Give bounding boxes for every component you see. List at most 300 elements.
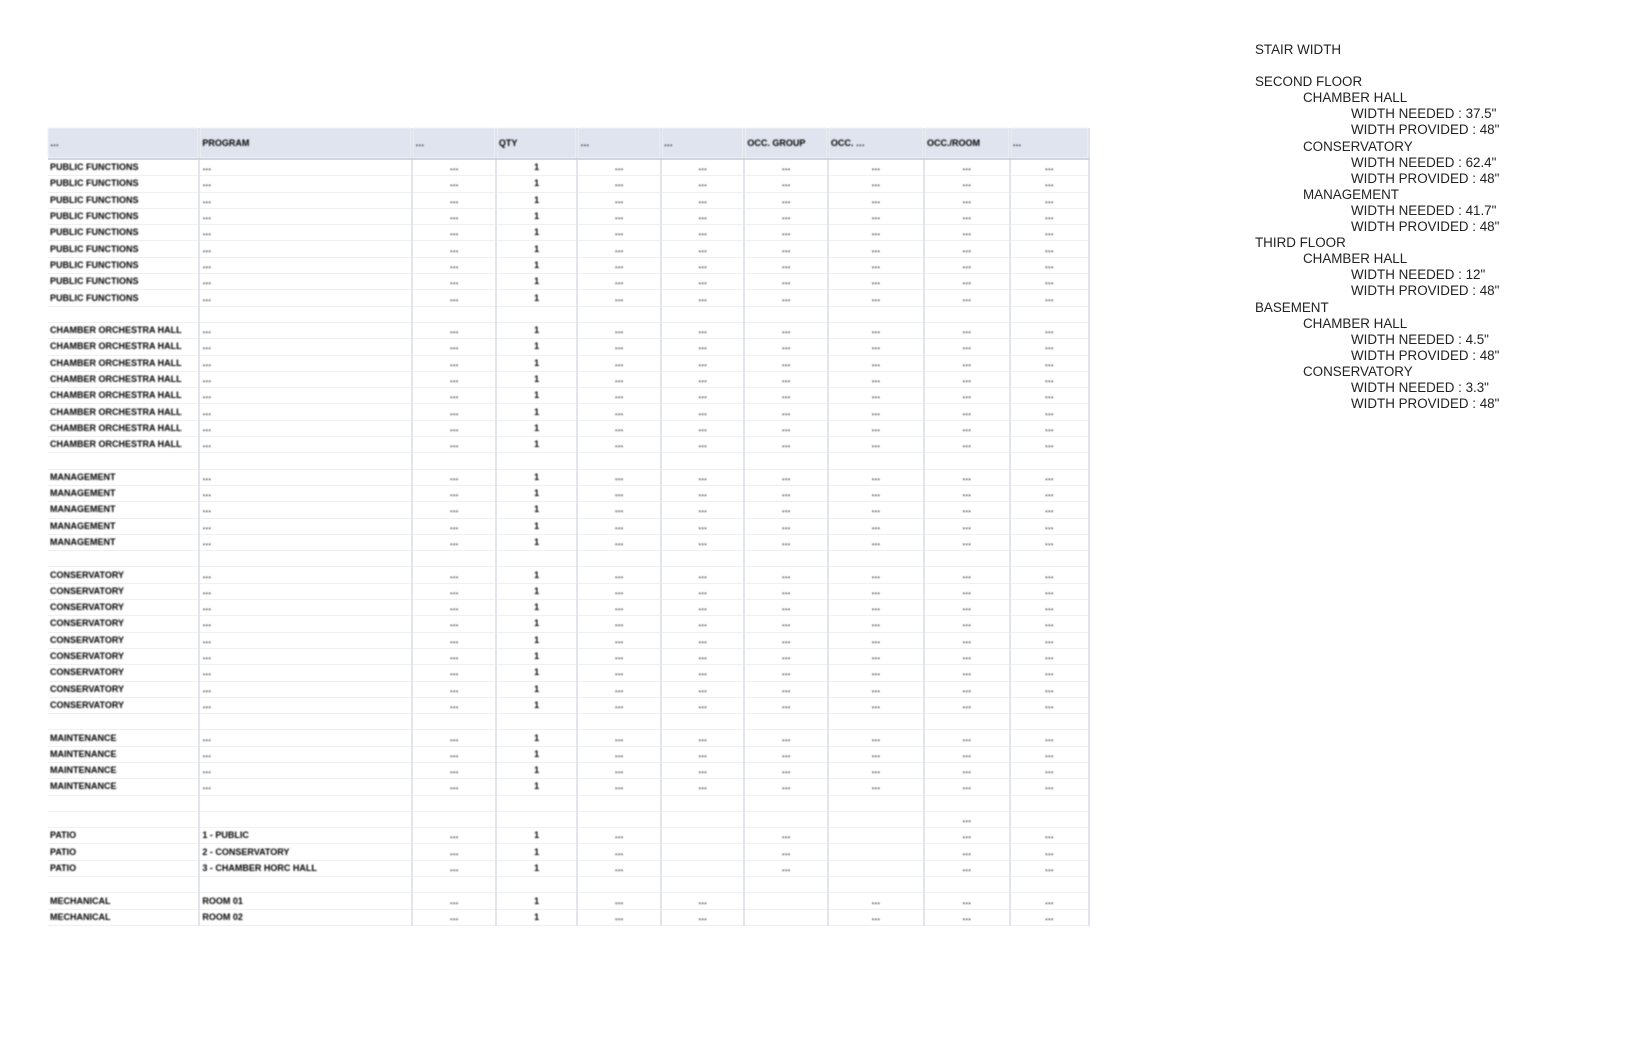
table-cell: … <box>744 567 828 583</box>
table-cell: … <box>199 257 412 273</box>
table-cell: … <box>828 648 924 664</box>
table-cell <box>496 714 577 730</box>
table-cell: 1 <box>496 567 577 583</box>
table-cell: … <box>828 274 924 290</box>
table-cell: … <box>1010 469 1089 485</box>
table-cell: MECHANICAL <box>48 909 199 925</box>
table-cell: CONSERVATORY <box>48 648 199 664</box>
table-cell: … <box>661 600 745 616</box>
table-cell: … <box>1010 225 1089 241</box>
table-cell: … <box>199 567 412 583</box>
table-cell: … <box>1010 746 1089 762</box>
table-cell <box>661 828 745 844</box>
table-cell: … <box>828 290 924 306</box>
table-cell: 1 <box>496 420 577 436</box>
table-row <box>48 241 1089 257</box>
table-cell: MAINTENANCE <box>48 779 199 795</box>
table-cell: 1 <box>496 648 577 664</box>
table-row <box>48 828 1089 844</box>
table-cell <box>48 714 199 730</box>
table-cell <box>828 860 924 876</box>
table-row <box>48 176 1089 192</box>
table-cell: … <box>924 176 1010 192</box>
table-cell: … <box>412 681 496 697</box>
table-cell: … <box>744 762 828 778</box>
table-cell: 1 <box>496 502 577 518</box>
table-cell: … <box>744 257 828 273</box>
table-cell: … <box>199 632 412 648</box>
table-cell: 1 <box>496 779 577 795</box>
table-cell: … <box>924 730 1010 746</box>
table-cell: PUBLIC FUNCTIONS <box>48 208 199 224</box>
table-row <box>48 583 1089 599</box>
table-cell: … <box>661 420 745 436</box>
table-cell: … <box>577 665 661 681</box>
table-cell <box>577 811 661 827</box>
table-cell: … <box>661 437 745 453</box>
table-row <box>48 159 1089 176</box>
table-cell: 1 <box>496 844 577 860</box>
table-cell: … <box>924 681 1010 697</box>
table-cell: 1 <box>496 290 577 306</box>
table-cell: 1 <box>496 616 577 632</box>
table-cell: … <box>577 290 661 306</box>
table-cell: … <box>828 779 924 795</box>
table-cell: PUBLIC FUNCTIONS <box>48 241 199 257</box>
table-cell: … <box>744 225 828 241</box>
table-cell: … <box>1010 339 1089 355</box>
table-cell: … <box>924 534 1010 550</box>
table-cell: 1 <box>496 632 577 648</box>
table-cell: … <box>199 371 412 387</box>
table-cell: … <box>412 485 496 501</box>
table-cell: … <box>744 241 828 257</box>
table-cell <box>496 795 577 811</box>
column-header: OCC. … <box>828 128 924 159</box>
table-cell: 1 <box>496 241 577 257</box>
table-row <box>48 208 1089 224</box>
table-cell: … <box>199 420 412 436</box>
table-cell <box>744 551 828 567</box>
table-cell: … <box>412 583 496 599</box>
table-cell: MANAGEMENT <box>48 534 199 550</box>
table-cell: CONSERVATORY <box>48 665 199 681</box>
table-cell <box>828 306 924 322</box>
table-cell: … <box>577 257 661 273</box>
table-row <box>48 648 1089 664</box>
note-line: WIDTH PROVIDED : 48" <box>1351 170 1500 186</box>
table-row <box>48 600 1089 616</box>
table-cell: … <box>661 371 745 387</box>
table-cell: 1 <box>496 404 577 420</box>
table-cell: … <box>924 241 1010 257</box>
table-cell: … <box>199 730 412 746</box>
table-cell: ROOM 02 <box>199 909 412 925</box>
table-cell: … <box>577 779 661 795</box>
table-cell: PATIO <box>48 844 199 860</box>
table-cell: … <box>924 274 1010 290</box>
table-row <box>48 469 1089 485</box>
table-cell: … <box>199 534 412 550</box>
table-cell: … <box>924 909 1010 925</box>
table-cell: … <box>1010 437 1089 453</box>
table-cell: … <box>828 355 924 371</box>
table-cell: … <box>661 290 745 306</box>
notes-title: STAIR WIDTH <box>1255 42 1342 57</box>
table-cell: … <box>1010 860 1089 876</box>
table-cell <box>496 453 577 469</box>
table-cell: … <box>924 502 1010 518</box>
table-cell: 1 <box>496 355 577 371</box>
table-cell: … <box>1010 192 1089 208</box>
table-row <box>48 877 1089 893</box>
table-cell: … <box>412 241 496 257</box>
table-cell: … <box>744 322 828 338</box>
table-cell <box>412 306 496 322</box>
table-cell: PUBLIC FUNCTIONS <box>48 192 199 208</box>
table-cell: … <box>412 860 496 876</box>
table-cell: … <box>744 192 828 208</box>
table-cell: 1 <box>496 176 577 192</box>
table-row <box>48 730 1089 746</box>
table-cell: … <box>412 290 496 306</box>
table-cell: CONSERVATORY <box>48 583 199 599</box>
table-cell: PATIO <box>48 828 199 844</box>
table-cell: … <box>199 583 412 599</box>
table-cell: CHAMBER ORCHESTRA HALL <box>48 404 199 420</box>
table-cell: … <box>199 225 412 241</box>
table-cell: … <box>412 159 496 176</box>
table-row <box>48 534 1089 550</box>
table-cell: … <box>577 648 661 664</box>
table-row <box>48 371 1089 387</box>
table-cell: CHAMBER ORCHESTRA HALL <box>48 437 199 453</box>
column-header: QTY <box>496 128 577 159</box>
table-cell: 1 <box>496 762 577 778</box>
table-cell: … <box>412 322 496 338</box>
table-cell: … <box>744 632 828 648</box>
table-cell: … <box>924 844 1010 860</box>
table-cell: … <box>1010 893 1089 909</box>
table-cell: … <box>1010 322 1089 338</box>
table-cell: … <box>577 225 661 241</box>
note-line: WIDTH PROVIDED : 48" <box>1351 122 1500 138</box>
notes-lines <box>1255 74 1615 412</box>
column-header: … <box>577 128 661 159</box>
table-cell: … <box>412 274 496 290</box>
table-cell <box>199 453 412 469</box>
table-cell <box>48 877 199 893</box>
table-cell: … <box>661 567 745 583</box>
table-cell: … <box>828 697 924 713</box>
table-cell: … <box>199 388 412 404</box>
note-line: WIDTH PROVIDED : 48" <box>1351 347 1500 363</box>
table-row <box>48 762 1089 778</box>
table-cell: … <box>744 697 828 713</box>
table-cell: … <box>1010 648 1089 664</box>
table-cell: … <box>577 208 661 224</box>
table-cell: 3 - CHAMBER HORC HALL <box>199 860 412 876</box>
table-cell: CONSERVATORY <box>48 681 199 697</box>
note-line: CHAMBER HALL <box>1303 251 1408 267</box>
table-cell: … <box>924 648 1010 664</box>
table-cell: CHAMBER ORCHESTRA HALL <box>48 322 199 338</box>
table-cell: … <box>661 909 745 925</box>
table-row <box>48 681 1089 697</box>
note-line: SECOND FLOOR <box>1255 74 1363 90</box>
table-cell <box>412 453 496 469</box>
table-cell: … <box>744 159 828 176</box>
table-cell: … <box>661 192 745 208</box>
table-cell <box>1010 453 1089 469</box>
table-cell <box>661 844 745 860</box>
table-cell: … <box>199 241 412 257</box>
table-cell: … <box>412 502 496 518</box>
table-cell: … <box>199 355 412 371</box>
table-cell: 1 <box>496 600 577 616</box>
column-header: … <box>1010 128 1089 159</box>
note-line: CHAMBER HALL <box>1303 315 1408 331</box>
table-cell: … <box>828 616 924 632</box>
table-cell: … <box>924 600 1010 616</box>
table-cell: … <box>744 339 828 355</box>
table-cell: … <box>412 697 496 713</box>
note-line: CHAMBER HALL <box>1303 90 1408 106</box>
table-cell: CHAMBER ORCHESTRA HALL <box>48 388 199 404</box>
table-cell: … <box>577 518 661 534</box>
table-cell: … <box>924 811 1010 827</box>
table-cell: 1 <box>496 388 577 404</box>
table-cell: … <box>924 208 1010 224</box>
table-cell <box>661 714 745 730</box>
table-cell: … <box>412 469 496 485</box>
table-cell <box>577 714 661 730</box>
table-cell: … <box>924 616 1010 632</box>
table-cell: … <box>1010 828 1089 844</box>
table-cell <box>577 877 661 893</box>
table-cell: … <box>744 616 828 632</box>
table-cell <box>828 844 924 860</box>
table-row <box>48 355 1089 371</box>
table-cell: … <box>744 469 828 485</box>
table-cell: … <box>744 404 828 420</box>
table-cell: … <box>661 730 745 746</box>
table-cell: … <box>412 909 496 925</box>
table-cell: … <box>577 681 661 697</box>
table-cell: … <box>199 648 412 664</box>
table-cell <box>828 453 924 469</box>
table-cell: … <box>577 159 661 176</box>
table-cell: … <box>924 485 1010 501</box>
table-cell <box>1010 795 1089 811</box>
table-cell: … <box>577 534 661 550</box>
table-cell: … <box>828 371 924 387</box>
table-cell: … <box>199 208 412 224</box>
table-cell: … <box>199 159 412 176</box>
table-cell <box>48 811 199 827</box>
table-cell: … <box>924 632 1010 648</box>
table-body <box>48 159 1089 925</box>
table-cell: … <box>412 746 496 762</box>
table-cell: … <box>412 600 496 616</box>
table-cell: … <box>661 518 745 534</box>
table-cell <box>48 306 199 322</box>
table-cell: … <box>577 632 661 648</box>
table-cell: 1 <box>496 860 577 876</box>
table-cell: … <box>1010 583 1089 599</box>
table-cell <box>412 551 496 567</box>
table-cell: MAINTENANCE <box>48 762 199 778</box>
table-cell: … <box>924 567 1010 583</box>
table-cell <box>199 877 412 893</box>
table-cell: MANAGEMENT <box>48 469 199 485</box>
table-cell: … <box>661 893 745 909</box>
table-cell: … <box>577 485 661 501</box>
table-cell: … <box>744 290 828 306</box>
table-cell: … <box>924 469 1010 485</box>
table-cell: MANAGEMENT <box>48 502 199 518</box>
table-cell <box>412 714 496 730</box>
table-cell: … <box>577 176 661 192</box>
program-table-region <box>48 128 1090 926</box>
table-cell: … <box>199 762 412 778</box>
table-cell <box>1010 877 1089 893</box>
table-cell: … <box>744 681 828 697</box>
table-cell: … <box>828 534 924 550</box>
table-cell: … <box>1010 290 1089 306</box>
table-cell: … <box>1010 844 1089 860</box>
table-cell: … <box>412 176 496 192</box>
table-row <box>48 551 1089 567</box>
table-cell: … <box>744 388 828 404</box>
table-cell: … <box>744 600 828 616</box>
table-header-row <box>48 128 1089 159</box>
table-cell: … <box>577 371 661 387</box>
table-cell: 1 <box>496 828 577 844</box>
table-cell: … <box>924 192 1010 208</box>
table-row <box>48 437 1089 453</box>
table-cell: … <box>577 762 661 778</box>
table-cell: MECHANICAL <box>48 893 199 909</box>
table-cell <box>924 795 1010 811</box>
note-line: WIDTH NEEDED : 12" <box>1351 267 1486 283</box>
table-cell: … <box>924 388 1010 404</box>
table-row <box>48 453 1089 469</box>
table-cell <box>48 453 199 469</box>
table-cell: … <box>661 208 745 224</box>
table-cell: … <box>412 665 496 681</box>
note-line: MANAGEMENT <box>1303 186 1399 202</box>
stair-width-notes <box>1255 42 1615 412</box>
table-cell: … <box>412 730 496 746</box>
table-cell: … <box>744 176 828 192</box>
table-row <box>48 665 1089 681</box>
table-cell: … <box>828 583 924 599</box>
table-cell <box>199 306 412 322</box>
table-cell: … <box>661 779 745 795</box>
table-cell: … <box>828 192 924 208</box>
table-cell: CONSERVATORY <box>48 567 199 583</box>
table-cell <box>744 306 828 322</box>
table-cell: MANAGEMENT <box>48 485 199 501</box>
table-cell: … <box>924 518 1010 534</box>
table-cell: … <box>661 159 745 176</box>
table-cell: … <box>1010 274 1089 290</box>
note-line: WIDTH NEEDED : 62.4" <box>1351 154 1497 170</box>
table-cell: … <box>661 225 745 241</box>
table-cell: … <box>1010 567 1089 583</box>
table-cell: … <box>924 225 1010 241</box>
column-header: … <box>412 128 496 159</box>
table-cell: … <box>744 779 828 795</box>
table-cell: … <box>661 485 745 501</box>
table-cell: … <box>577 404 661 420</box>
table-cell: … <box>661 257 745 273</box>
table-cell: … <box>577 274 661 290</box>
column-header: … <box>661 128 745 159</box>
table-cell: … <box>744 437 828 453</box>
table-cell: … <box>828 176 924 192</box>
table-row <box>48 485 1089 501</box>
table-cell: … <box>412 208 496 224</box>
note-line: THIRD FLOOR <box>1255 235 1346 251</box>
table-cell: 1 <box>496 534 577 550</box>
note-line: BASEMENT <box>1255 299 1329 315</box>
table-cell: … <box>412 567 496 583</box>
table-cell: … <box>412 534 496 550</box>
table-cell: … <box>412 828 496 844</box>
table-cell: … <box>199 600 412 616</box>
table-cell: … <box>661 665 745 681</box>
table-cell: … <box>924 893 1010 909</box>
table-cell: … <box>1010 371 1089 387</box>
note-line: WIDTH NEEDED : 41.7" <box>1351 202 1497 218</box>
table-cell: … <box>924 746 1010 762</box>
note-line: CONSERVATORY <box>1303 363 1413 379</box>
table-cell: … <box>199 665 412 681</box>
table-cell: … <box>1010 600 1089 616</box>
table-row <box>48 322 1089 338</box>
table-cell: PUBLIC FUNCTIONS <box>48 257 199 273</box>
table-cell: … <box>412 518 496 534</box>
table-cell: … <box>828 388 924 404</box>
table-cell <box>744 893 828 909</box>
table-cell: … <box>661 746 745 762</box>
table-cell: … <box>412 616 496 632</box>
table-cell: … <box>577 730 661 746</box>
table-cell <box>199 714 412 730</box>
table-row <box>48 746 1089 762</box>
table-cell: … <box>661 762 745 778</box>
table-cell: … <box>744 274 828 290</box>
table-cell <box>828 877 924 893</box>
table-row <box>48 274 1089 290</box>
table-row <box>48 502 1089 518</box>
table-cell: … <box>1010 762 1089 778</box>
table-cell: … <box>412 762 496 778</box>
table-cell: … <box>744 665 828 681</box>
table-row <box>48 225 1089 241</box>
table-cell: … <box>577 697 661 713</box>
table-cell: … <box>828 322 924 338</box>
table-cell: … <box>412 225 496 241</box>
table-cell: … <box>661 176 745 192</box>
table-cell <box>661 811 745 827</box>
table-cell: … <box>661 388 745 404</box>
table-cell <box>577 306 661 322</box>
table-cell: … <box>924 420 1010 436</box>
table-cell <box>577 453 661 469</box>
